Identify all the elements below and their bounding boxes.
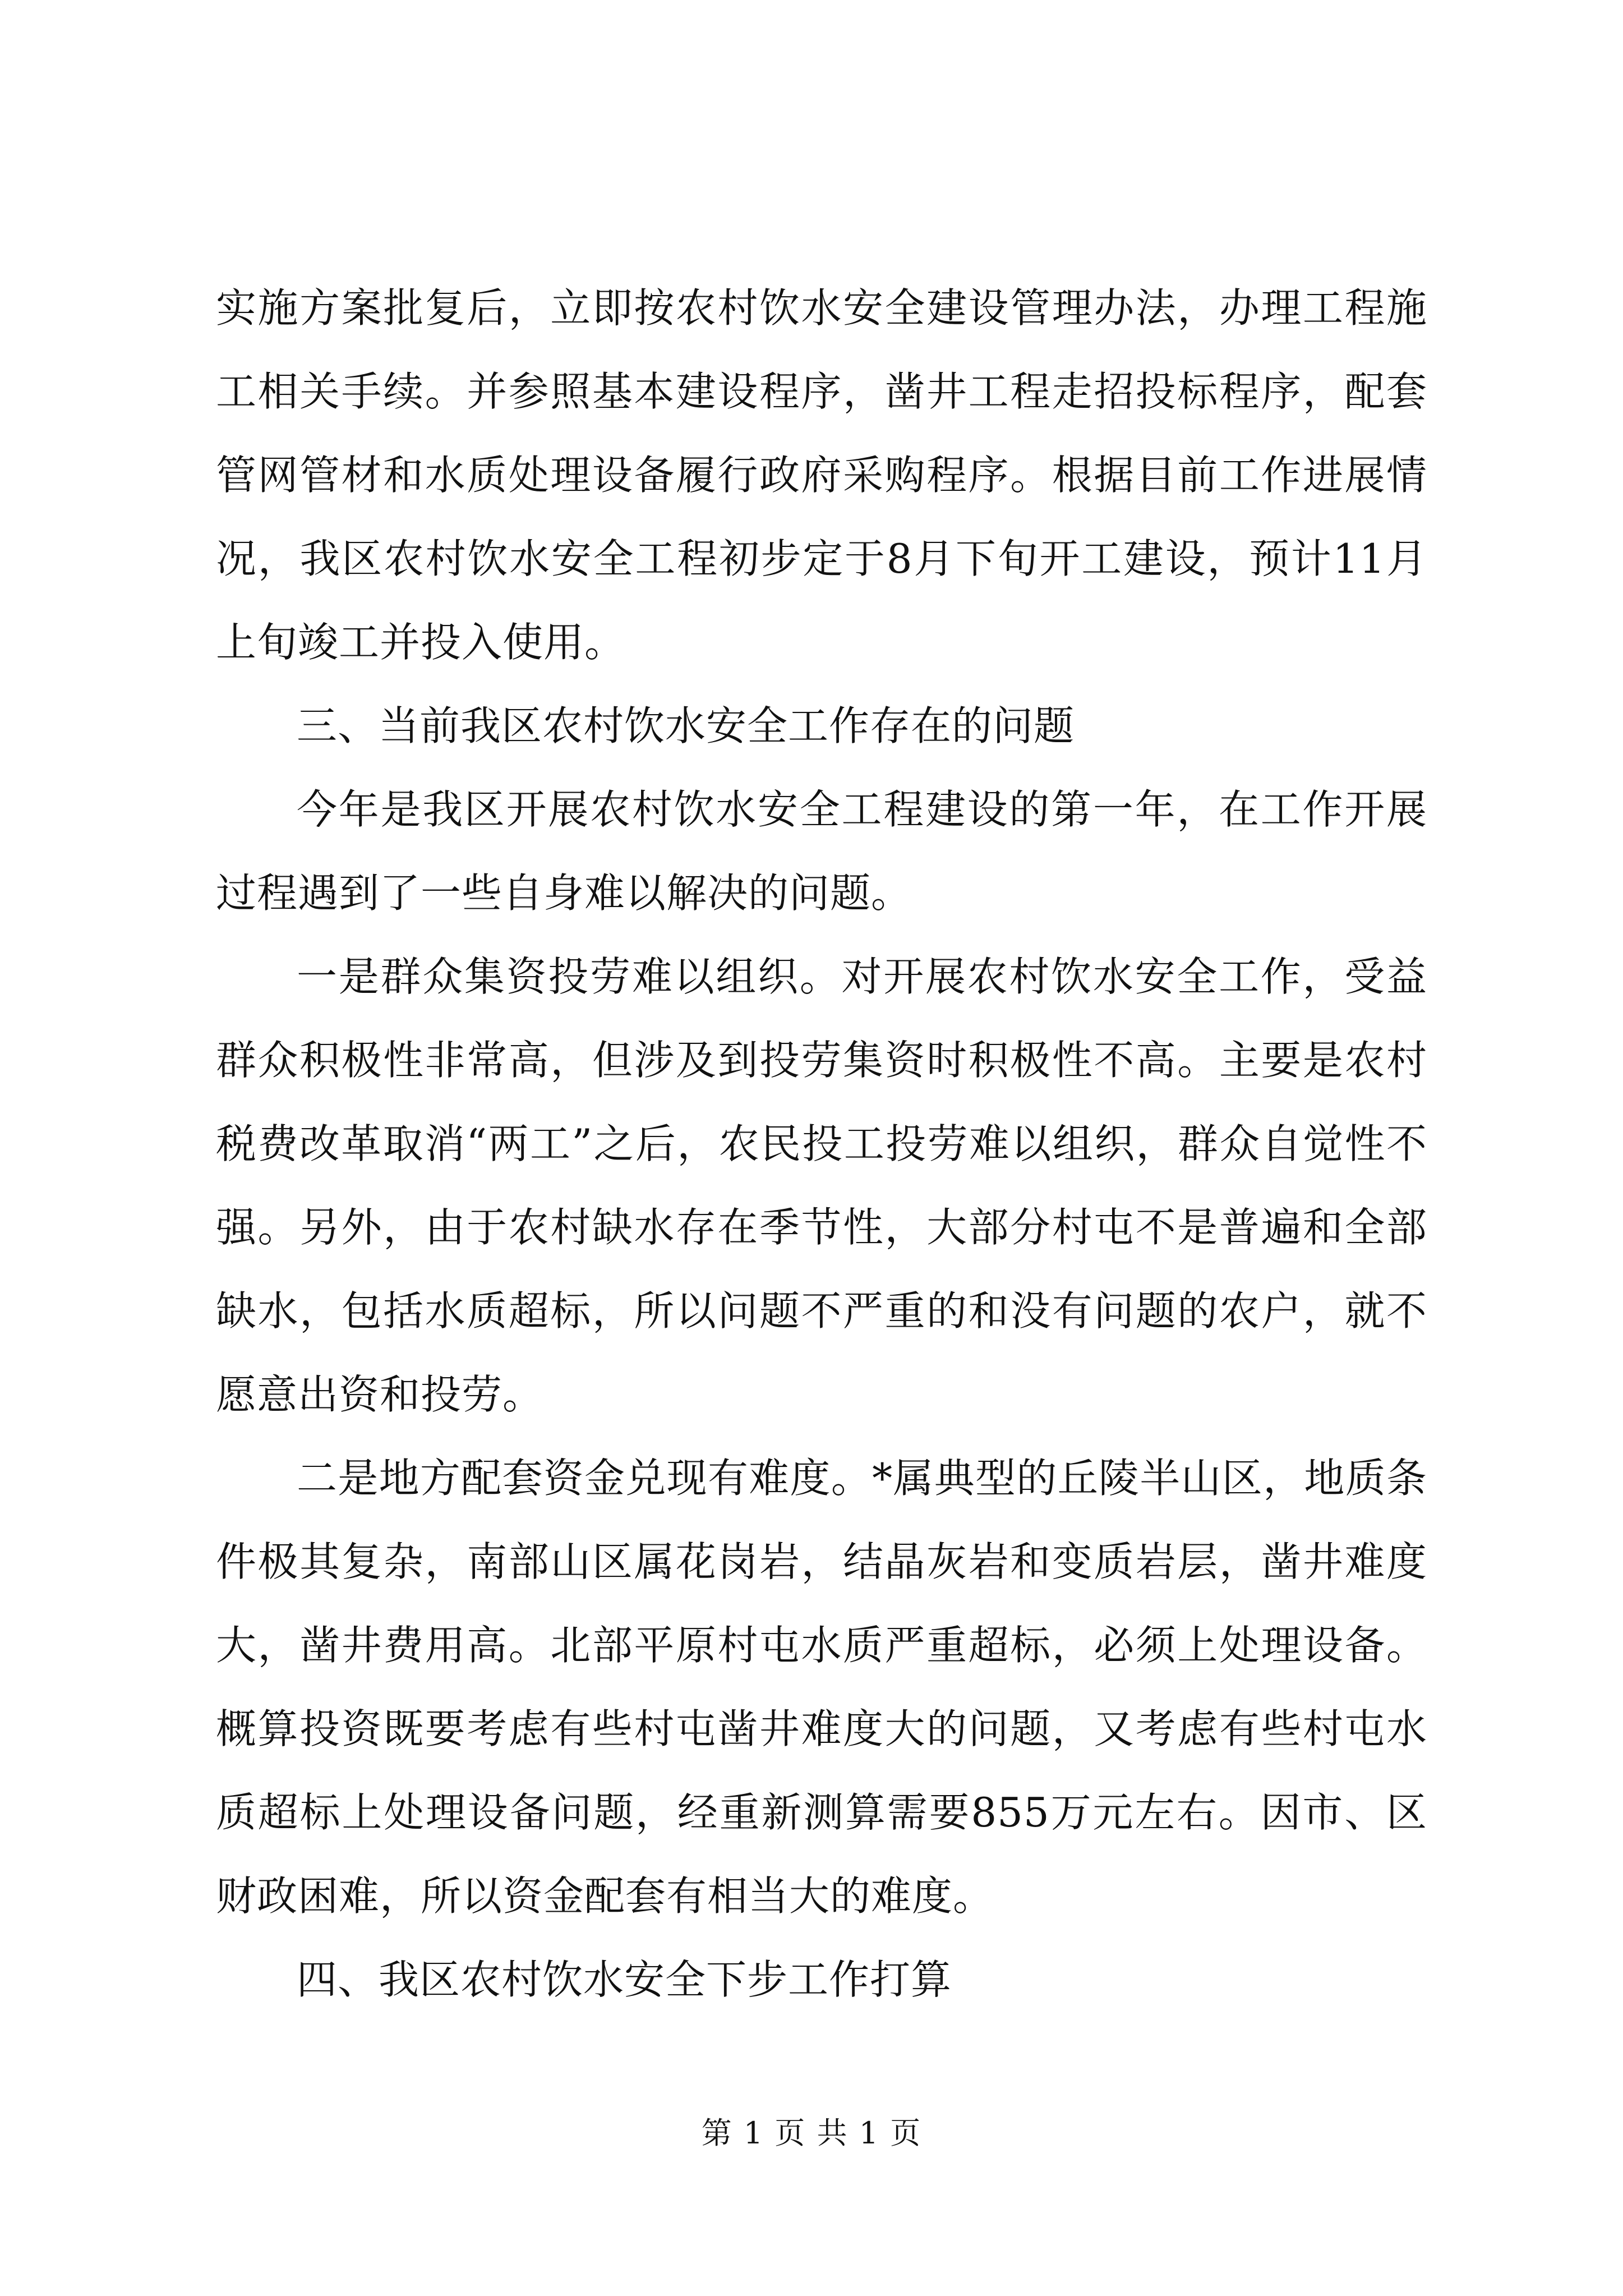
section-heading-4: 四、我区农村饮水安全下步工作打算	[297, 1956, 952, 2003]
paragraph-problem-2: 二是地方配套资金兑现有难度。*属典型的丘陵半山区，地质条件极其复杂，南部山区属花岗岩，结晶灰岩和变质岩层，凿井难度大，凿井费用高。北部平原村屯水质严重超标，必须上处理设备。概算投资既要考虑有些村屯凿井难度大的问题，又考虑有些村屯水质超标上处理设备问题，经重新测算需要855万元左右。因市、区财政困难，所以资金配套有相当大的难度。	[216, 1455, 1427, 1920]
paragraph-intro: 今年是我区开展农村饮水安全工程建设的第一年，在工作开展过程遇到了一些自身难以解决的问题。	[216, 786, 1427, 917]
section-heading-3: 三、当前我区农村饮水安全工作存在的问题	[297, 702, 1075, 749]
paragraph-problem-1: 一是群众集资投劳难以组织。对开展农村饮水安全工作，受益群众积极性非常高，但涉及到投劳集资时积极性不高。主要是农村税费改革取消“两工”之后，农民投工投劳难以组织，群众自觉性不强。另外，由于农村缺水存在季节性，大部分村屯不是普遍和全部缺水，包括水质超标，所以问题不严重的和没有问题的农户，就不愿意出资和投劳。	[216, 953, 1427, 1418]
page-footer: 第 1 页 共 1 页	[701, 2115, 922, 2151]
document-body	[216, 266, 1427, 2022]
paragraph-continuation: 实施方案批复后，立即按农村饮水安全建设管理办法，办理工程施工相关手续。并参照基本建设程序，凿井工程走招投标程序，配套管网管材和水质处理设备履行政府采购程序。根据目前工作进展情况，我区农村饮水安全工程初步定于8月下旬开工建设，预计11月上旬竣工并投入使用。	[216, 284, 1427, 666]
